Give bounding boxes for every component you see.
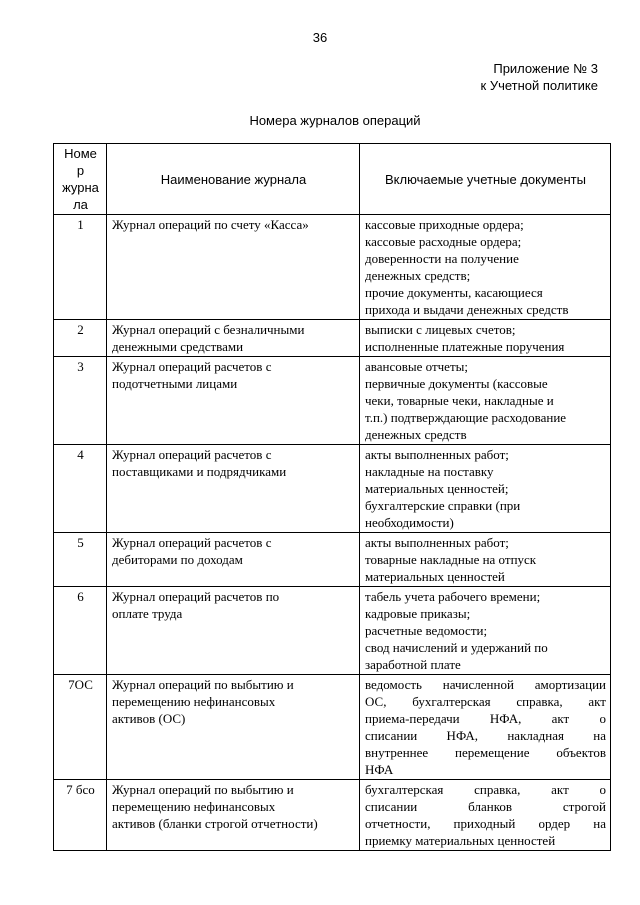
document-line: кассовые расходные ордера; [365, 234, 522, 249]
table-body [54, 215, 611, 851]
table-row [54, 675, 611, 780]
journal-name-line: оплате труда [112, 606, 183, 621]
appendix-line-1: Приложение № 3 [493, 61, 598, 76]
table-row [54, 587, 611, 675]
journal-name [107, 215, 360, 320]
journal-number: 5 [54, 533, 107, 587]
document-line: выписки с лицевых счетов; [365, 322, 516, 337]
document-line: авансовые отчеты; [365, 359, 468, 374]
document-line: чеки, товарные чеки, накладные и [365, 393, 554, 408]
included-documents [360, 215, 611, 320]
header-number-line: Номе [64, 146, 97, 161]
table-row [54, 215, 611, 320]
journal-name [107, 587, 360, 675]
document-line: денежных средств [365, 427, 467, 442]
document-line: кадровые приказы; [365, 606, 471, 621]
document-line: табель учета рабочего времени; [365, 589, 541, 604]
document-line: приемку материальных ценностей [365, 833, 556, 848]
journal-number: 4 [54, 445, 107, 533]
journal-name-line: подотчетными лицами [112, 376, 238, 391]
journal-name [107, 675, 360, 780]
journal-number: 3 [54, 357, 107, 445]
appendix-note [481, 60, 598, 94]
table-row [54, 357, 611, 445]
document-line: ведомость начисленной амортизации [365, 677, 606, 692]
journal-name-line: активов (бланки строгой отчетности) [112, 816, 318, 831]
header-number-line: журна [62, 180, 99, 195]
document-line: списании НФА, накладная на [365, 728, 606, 743]
journal-name-line: Журнал операций расчетов с [112, 447, 272, 462]
document-title: Номера журналов операций [249, 113, 421, 128]
journal-number: 7ОС [54, 675, 107, 780]
journal-name-line: Журнал операций расчетов с [112, 359, 272, 374]
included-documents [360, 320, 611, 357]
journal-name-line: денежными средствами [112, 339, 244, 354]
document-line: отчетности, приходный ордер на [365, 816, 606, 831]
document-line: внутреннее перемещение объектов [365, 745, 606, 760]
document-line: накладные на поставку [365, 464, 494, 479]
document-line: бухгалтерские справки (при [365, 498, 521, 513]
included-documents [360, 445, 611, 533]
journal-name [107, 445, 360, 533]
journal-name-line: Журнал операций по выбытию и [112, 782, 294, 797]
included-documents [360, 533, 611, 587]
journal-name-line: перемещению нефинансовых [112, 694, 276, 709]
journal-name [107, 780, 360, 851]
journal-number: 6 [54, 587, 107, 675]
included-documents [360, 587, 611, 675]
document-line: свод начислений и удержаний по [365, 640, 548, 655]
document-line: акты выполненных работ; [365, 535, 509, 550]
journal-name-line: Журнал операций расчетов с [112, 535, 272, 550]
document-line: денежных средств; [365, 268, 471, 283]
journal-name-line: Журнал операций по счету «Касса» [112, 217, 309, 232]
document-line: необходимости) [365, 515, 454, 530]
journal-name-line: поставщиками и подрядчиками [112, 464, 287, 479]
header-name: Наименование журнала [107, 144, 360, 215]
document-line: прочие документы, касающиеся [365, 285, 543, 300]
document-line: т.п.) подтверждающие расходование [365, 410, 567, 425]
document-line: бухгалтерская справка, акт о [365, 782, 606, 797]
included-documents [360, 357, 611, 445]
journal-name-line: активов (ОС) [112, 711, 186, 726]
journal-name [107, 320, 360, 357]
journal-number: 1 [54, 215, 107, 320]
document-line: приема-передачи НФА, акт о [365, 711, 606, 726]
journal-name [107, 357, 360, 445]
document-line: заработной плате [365, 657, 461, 672]
journal-number: 2 [54, 320, 107, 357]
table-row [54, 445, 611, 533]
document-line: прихода и выдачи денежных средств [365, 302, 569, 317]
header-number-line: ла [73, 197, 88, 212]
appendix-line-2: к Учетной политике [480, 78, 598, 93]
journal-name-line: Журнал операций с безналичными [112, 322, 305, 337]
header-number-line: р [76, 163, 85, 178]
document-line: материальных ценностей; [365, 481, 509, 496]
table-row [54, 533, 611, 587]
document-line: исполненные платежные поручения [365, 339, 565, 354]
document-line: первичные документы (кассовые [365, 376, 548, 391]
document-line: расчетные ведомости; [365, 623, 488, 638]
document-line: кассовые приходные ордера; [365, 217, 524, 232]
header-docs: Включаемые учетные документы [360, 144, 611, 215]
document-line: акты выполненных работ; [365, 447, 509, 462]
journal-name-line: Журнал операций по выбытию и [112, 677, 294, 692]
table-header-row [54, 144, 611, 215]
journal-name [107, 533, 360, 587]
journal-name-line: дебиторами по доходам [112, 552, 243, 567]
included-documents [360, 780, 611, 851]
document-line: материальных ценностей [365, 569, 505, 584]
page-number: 36 [312, 30, 328, 45]
document-line: доверенности на получение [365, 251, 519, 266]
document-line: ОС, бухгалтерская справка, акт [365, 694, 606, 709]
document-line: НФА [365, 762, 394, 777]
journal-name-line: Журнал операций расчетов по [112, 589, 280, 604]
header-number [54, 144, 107, 215]
table-row [54, 320, 611, 357]
included-documents [360, 675, 611, 780]
journal-name-line: перемещению нефинансовых [112, 799, 276, 814]
document-line: товарные накладные на отпуск [365, 552, 537, 567]
journal-number: 7 бсо [54, 780, 107, 851]
journals-table [53, 143, 611, 851]
document-line: списании бланков строгой [365, 799, 606, 814]
table-row [54, 780, 611, 851]
